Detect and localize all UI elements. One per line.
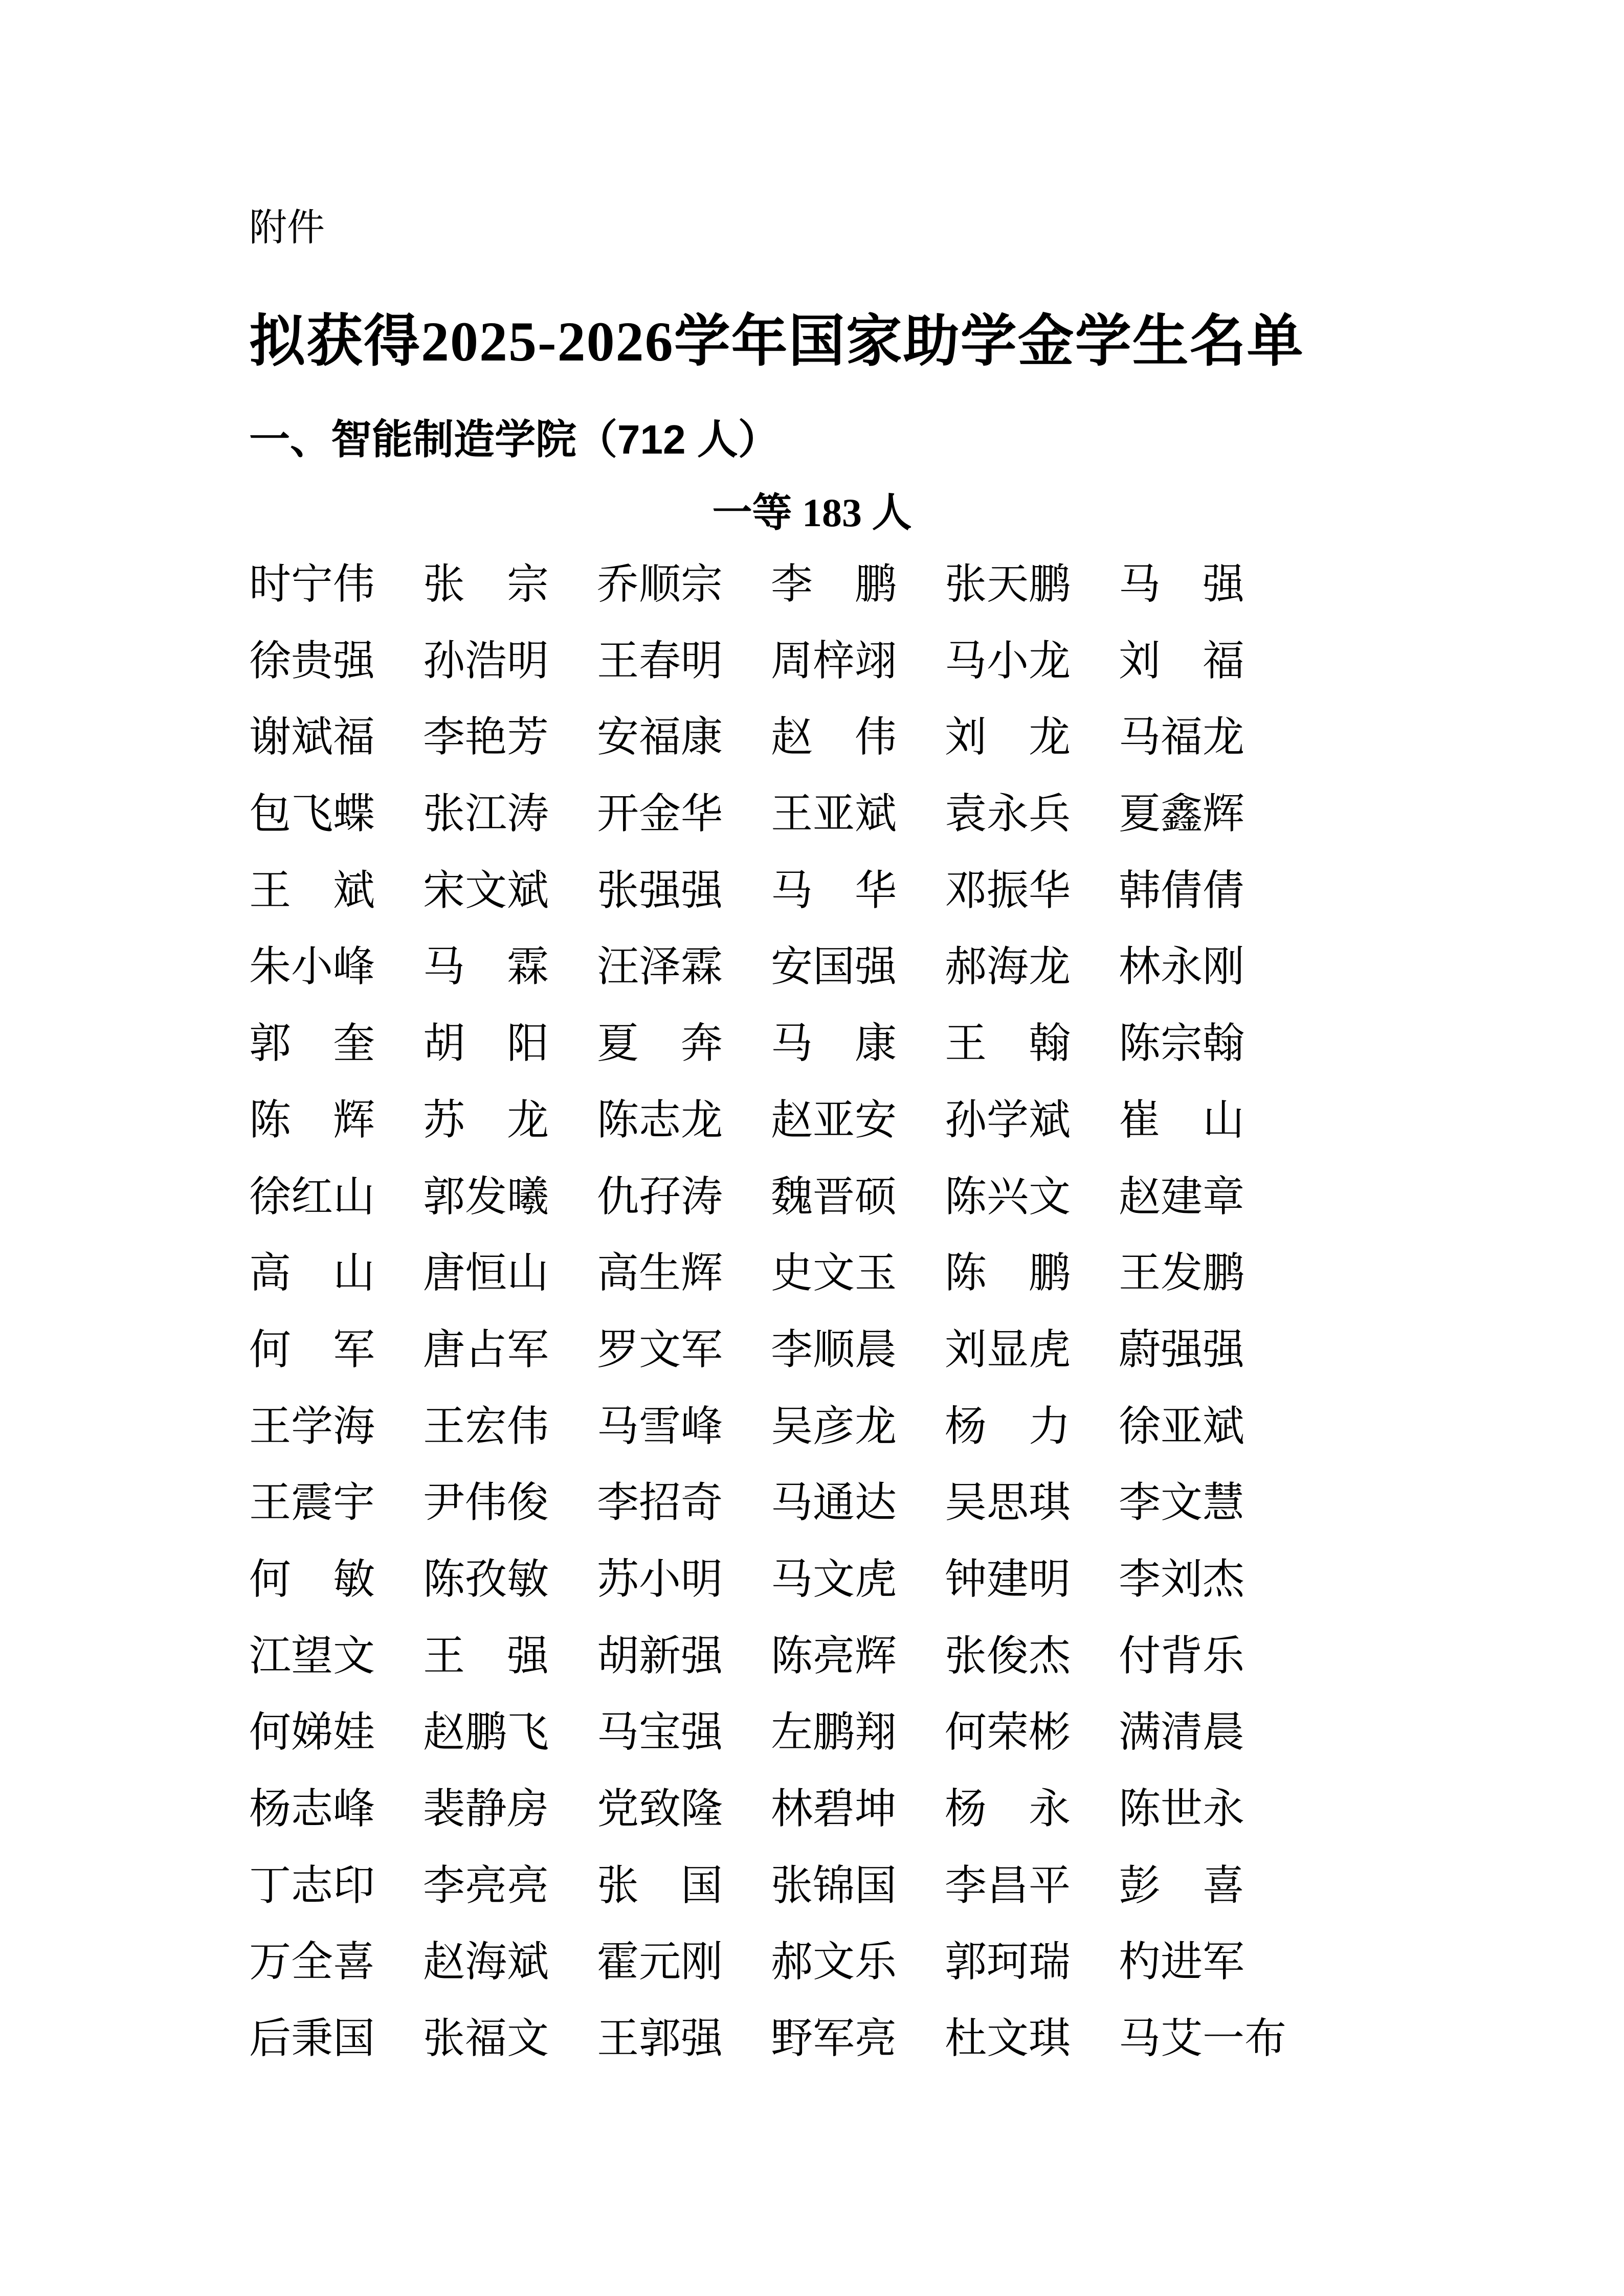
student-name: 高生辉	[597, 1250, 723, 1297]
student-name: 马福龙	[1119, 714, 1245, 761]
student-name: 马 康	[771, 1020, 897, 1067]
name-row	[249, 929, 1579, 1005]
student-name: 林永刚	[1119, 943, 1245, 991]
student-name: 罗文军	[597, 1326, 723, 1373]
student-name: 丁志印	[249, 1862, 375, 1909]
student-name: 王春明	[597, 637, 723, 684]
student-name: 徐亚斌	[1119, 1403, 1245, 1450]
name-row	[249, 1388, 1579, 1465]
student-name: 孙学斌	[945, 1096, 1071, 1143]
student-name: 陈 鹏	[945, 1250, 1071, 1297]
student-name: 江望文	[249, 1632, 375, 1679]
student-name: 蔚强强	[1119, 1326, 1245, 1373]
student-name: 何荣彬	[945, 1709, 1071, 1756]
student-name: 王 翰	[945, 1020, 1071, 1067]
student-name: 胡 阳	[423, 1020, 549, 1067]
name-row	[249, 1312, 1579, 1388]
student-name: 唐占军	[423, 1326, 549, 1373]
student-name: 时宁伟	[249, 561, 375, 607]
student-name: 夏鑫辉	[1119, 791, 1245, 838]
student-name: 朱小峰	[249, 943, 375, 991]
student-name: 尹伟俊	[423, 1479, 549, 1526]
student-name: 王学海	[249, 1403, 375, 1450]
name-row	[249, 1465, 1579, 1541]
student-name: 胡新强	[597, 1632, 723, 1679]
student-name: 陈世永	[1119, 1786, 1245, 1832]
student-name: 赵海斌	[423, 1939, 549, 1986]
student-name: 张福文	[423, 2015, 549, 2062]
student-name: 张俊杰	[945, 1632, 1071, 1679]
student-name: 陈亮辉	[771, 1632, 897, 1679]
name-row	[249, 852, 1579, 929]
section-heading-college: 一、智能制造学院（712 人）	[249, 417, 779, 462]
name-row	[249, 1618, 1579, 1695]
student-name: 郭发曦	[423, 1173, 549, 1220]
student-name: 王震宇	[249, 1479, 375, 1526]
student-name: 袁永兵	[945, 791, 1071, 838]
student-name: 马 霖	[423, 943, 549, 991]
student-name: 汪泽霖	[597, 943, 723, 991]
name-row	[249, 2000, 1579, 2077]
student-name: 邓振华	[945, 867, 1071, 914]
student-name: 王 强	[423, 1632, 549, 1679]
student-name: 刘显虎	[945, 1326, 1071, 1373]
student-name: 野军亮	[771, 2015, 897, 2062]
student-name: 李昌平	[945, 1862, 1071, 1909]
student-name: 张锦国	[771, 1862, 897, 1909]
student-name: 李艳芳	[423, 714, 549, 761]
student-name: 吴思琪	[945, 1479, 1071, 1526]
student-name: 乔顺宗	[597, 561, 723, 607]
student-name: 苏 龙	[423, 1096, 549, 1143]
student-name: 张 国	[597, 1862, 723, 1909]
student-name: 韩倩倩	[1119, 867, 1245, 914]
student-name: 何 敏	[249, 1556, 375, 1603]
student-name: 马艾一布	[1119, 2015, 1287, 2062]
name-row	[249, 1694, 1579, 1771]
student-name: 赵鹏飞	[423, 1709, 549, 1756]
student-name: 杜文琪	[945, 2015, 1071, 2062]
student-name: 刘 福	[1119, 637, 1245, 684]
student-name: 陈 辉	[249, 1096, 375, 1143]
student-name: 王郭强	[597, 2015, 723, 2062]
student-name: 赵 伟	[771, 714, 897, 761]
student-name: 彭 喜	[1119, 1862, 1245, 1909]
student-name: 李 鹏	[771, 561, 897, 607]
name-row	[249, 1005, 1579, 1082]
student-name: 周梓翊	[771, 637, 897, 684]
student-name: 仇孖涛	[597, 1173, 723, 1220]
student-name: 谢斌福	[249, 714, 375, 761]
student-name: 马通达	[771, 1479, 897, 1526]
name-row	[249, 699, 1579, 776]
student-name: 张江涛	[423, 791, 549, 838]
student-name: 安国强	[771, 943, 897, 991]
student-name: 杨志峰	[249, 1786, 375, 1832]
student-name: 赵亚安	[771, 1096, 897, 1143]
student-name: 何娣娃	[249, 1709, 375, 1756]
name-row	[249, 776, 1579, 852]
student-name: 张强强	[597, 867, 723, 914]
name-row	[249, 1541, 1579, 1618]
student-name: 王发鹏	[1119, 1250, 1245, 1297]
student-name: 夏 奔	[597, 1020, 723, 1067]
student-name: 杓进军	[1119, 1939, 1245, 1986]
student-name: 郝海龙	[945, 943, 1071, 991]
student-name: 张天鹏	[945, 561, 1071, 607]
student-name: 霍元刚	[597, 1939, 723, 1986]
student-name: 徐红山	[249, 1173, 375, 1220]
student-name: 刘 龙	[945, 714, 1071, 761]
name-row	[249, 546, 1579, 623]
student-name: 杨 永	[945, 1786, 1071, 1832]
name-row	[249, 1159, 1579, 1235]
student-name: 满清晨	[1119, 1709, 1245, 1756]
tier-heading-first-class: 一等 183 人	[712, 490, 912, 535]
name-row	[249, 623, 1579, 700]
student-name: 李招奇	[597, 1479, 723, 1526]
student-name: 魏晋硕	[771, 1173, 897, 1220]
name-row	[249, 1235, 1579, 1312]
student-name: 马 华	[771, 867, 897, 914]
student-name: 吴彦龙	[771, 1403, 897, 1450]
student-name: 陈宗翰	[1119, 1020, 1245, 1067]
student-name: 苏小明	[597, 1556, 723, 1603]
names-grid	[249, 546, 1579, 2077]
student-name: 杨 力	[945, 1403, 1071, 1450]
name-row	[249, 1848, 1579, 1924]
student-name: 包飞蝶	[249, 791, 375, 838]
name-row	[249, 1771, 1579, 1848]
student-name: 赵建章	[1119, 1173, 1245, 1220]
student-name: 付背乐	[1119, 1632, 1245, 1679]
student-name: 王亚斌	[771, 791, 897, 838]
student-name: 左鹏翔	[771, 1709, 897, 1756]
name-row	[249, 1924, 1579, 2000]
student-name: 马雪峰	[597, 1403, 723, 1450]
student-name: 郭 奎	[249, 1020, 375, 1067]
student-name: 陈孜敏	[423, 1556, 549, 1603]
student-name: 林碧坤	[771, 1786, 897, 1832]
attachment-label: 附件	[249, 207, 325, 249]
student-name: 张 宗	[423, 561, 549, 607]
name-row	[249, 1082, 1579, 1159]
student-name: 李亮亮	[423, 1862, 549, 1909]
student-name: 后秉国	[249, 2015, 375, 2062]
student-name: 高 山	[249, 1250, 375, 1297]
document-title: 拟获得2025-2026学年国家助学金学生名单	[249, 310, 1304, 373]
student-name: 马 强	[1119, 561, 1245, 607]
student-name: 史文玉	[771, 1250, 897, 1297]
student-name: 王宏伟	[423, 1403, 549, 1450]
student-name: 裴静房	[423, 1786, 549, 1832]
student-name: 王 斌	[249, 867, 375, 914]
student-name: 李文慧	[1119, 1479, 1245, 1526]
student-name: 李刘杰	[1119, 1556, 1245, 1603]
student-name: 宋文斌	[423, 867, 549, 914]
student-name: 马文虎	[771, 1556, 897, 1603]
student-name: 钟建明	[945, 1556, 1071, 1603]
student-name: 党致隆	[597, 1786, 723, 1832]
student-name: 开金华	[597, 791, 723, 838]
student-name: 万全喜	[249, 1939, 375, 1986]
student-name: 马宝强	[597, 1709, 723, 1756]
student-name: 崔 山	[1119, 1096, 1245, 1143]
student-name: 陈志龙	[597, 1096, 723, 1143]
student-name: 郭珂瑞	[945, 1939, 1071, 1986]
student-name: 唐恒山	[423, 1250, 549, 1297]
student-name: 徐贵强	[249, 637, 375, 684]
student-name: 李顺晨	[771, 1326, 897, 1373]
student-name: 安福康	[597, 714, 723, 761]
student-name: 陈兴文	[945, 1173, 1071, 1220]
student-name: 孙浩明	[423, 637, 549, 684]
student-name: 何 军	[249, 1326, 375, 1373]
student-name: 马小龙	[945, 637, 1071, 684]
student-name: 郝文乐	[771, 1939, 897, 1986]
